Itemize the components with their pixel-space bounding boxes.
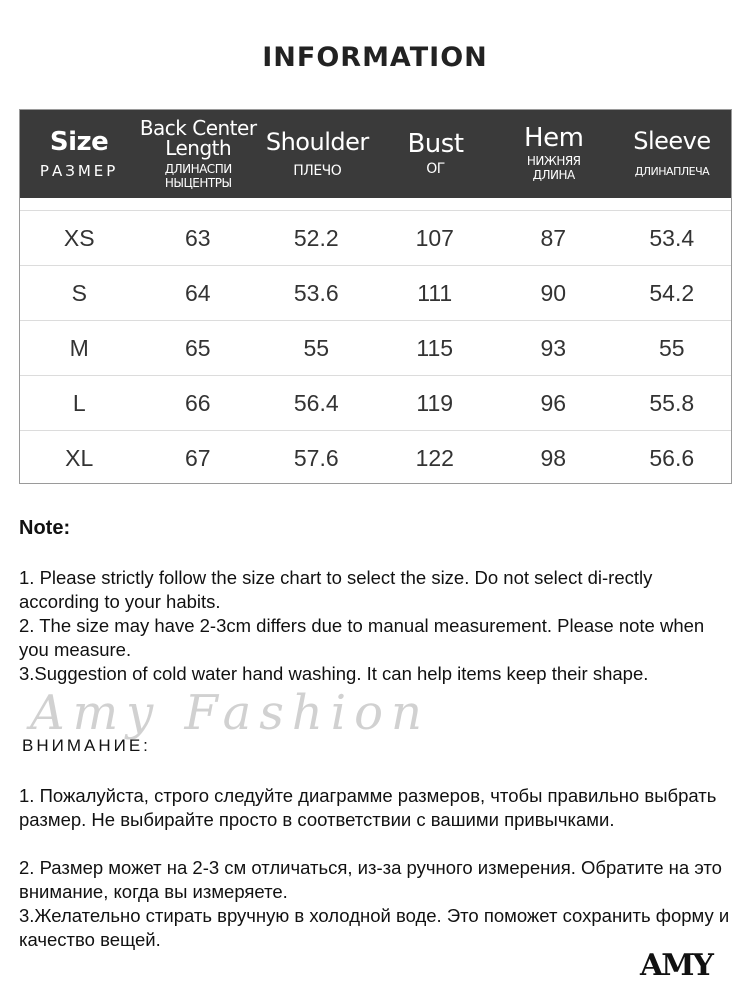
- table-cell: 55.8: [649, 389, 695, 416]
- header-label: Size: [49, 127, 109, 157]
- table-cell: 52.2: [293, 224, 339, 251]
- table-cell: 98: [540, 444, 567, 471]
- note-ru-item: 3.Желательно стирать вручную в холодной воде. Это поможет сохранить форму и качество вещей.: [19, 905, 730, 950]
- header-shoulder: [258, 110, 376, 198]
- table-cell: 64: [184, 279, 211, 306]
- header-back-center-length: [138, 110, 258, 198]
- table-cell: 55: [303, 334, 330, 361]
- table-cell: 65: [184, 334, 211, 361]
- table-header: [20, 110, 731, 198]
- header-sublabel: РАЗМЕР: [39, 162, 119, 180]
- table-cell: 56.6: [649, 444, 695, 471]
- table-cell: 122: [415, 444, 454, 471]
- table-cell: 53.4: [649, 224, 695, 251]
- table-cell: 66: [184, 389, 211, 416]
- table-cell: 111: [417, 279, 453, 306]
- table-cell: XS: [63, 224, 95, 251]
- size-chart-table: [19, 109, 732, 484]
- header-sublabel: ПЛЕЧО: [293, 163, 342, 179]
- table-cell: L: [72, 389, 86, 416]
- table-cell: 54.2: [649, 279, 695, 306]
- note-item: 3.Suggestion of cold water hand washing. It can help items keep their shape.: [19, 663, 649, 684]
- header-sublabel: ОГ: [426, 161, 445, 177]
- table-cell: 107: [415, 224, 454, 251]
- table-row: [20, 376, 731, 431]
- header-label: Bust: [407, 129, 464, 159]
- table-cell: 55: [658, 334, 685, 361]
- header-bust: [376, 110, 494, 198]
- table-row: [20, 321, 731, 376]
- header-label: Shoulder: [265, 128, 369, 156]
- note-ru-item: 1. Пожалуйста, строго следуйте диаграмме размеров, чтобы правильно выбрать размер. Не выбирайте просто в соответствии с вашими привычками.: [19, 785, 717, 830]
- table-body: [20, 198, 731, 485]
- note-item: 2. The size may have 2-3cm differs due to manual measurement. Please note when you measure.: [19, 615, 705, 660]
- table-row: [20, 266, 731, 321]
- page-title: INFORMATION: [262, 42, 488, 73]
- table-cell: 119: [416, 389, 454, 416]
- table-cell: 53.6: [293, 279, 339, 306]
- table-row: [20, 210, 731, 266]
- table-cell: M: [69, 334, 89, 361]
- note-heading: Note:: [19, 517, 71, 539]
- note-item: 1. Please strictly follow the size chart to select the size. Do not select di-rectly according to your habits.: [19, 567, 653, 612]
- header-label: Back Center Length: [139, 116, 257, 160]
- table-cell: 90: [540, 279, 567, 306]
- table-cell: 67: [184, 444, 211, 471]
- header-sleeve: [613, 110, 731, 198]
- table-row: [20, 431, 731, 485]
- header-hem: [495, 110, 613, 198]
- table-cell: 93: [540, 334, 567, 361]
- header-size: [20, 110, 138, 198]
- brand-logo: AMY: [640, 948, 712, 983]
- header-label: Hem: [524, 123, 584, 153]
- header-sublabel: ДЛИНАПЛЕЧА: [634, 165, 710, 178]
- table-cell: 63: [184, 224, 211, 251]
- table-cell: 57.6: [293, 444, 339, 471]
- header-label: Sleeve: [633, 127, 711, 155]
- table-cell: 96: [540, 389, 567, 416]
- header-sublabel: ДЛИНАСПИ НЫЦЕНТРЫ: [164, 162, 232, 190]
- header-sublabel: НИЖНЯЯ ДЛИНА: [526, 154, 581, 182]
- note-ru-heading: ВНИМАНИЕ:: [22, 736, 151, 755]
- table-cell: 56.4: [293, 389, 339, 416]
- table-cell: S: [71, 279, 87, 306]
- watermark: Amy Fashion: [30, 685, 430, 741]
- table-cell: XL: [65, 444, 94, 471]
- table-cell: 87: [540, 224, 567, 251]
- note-ru-item: 2. Размер может на 2-3 см отличаться, из-за ручного измерения. Обратите на это внимание, когда вы измеряете.: [19, 857, 722, 902]
- table-cell: 115: [416, 334, 454, 361]
